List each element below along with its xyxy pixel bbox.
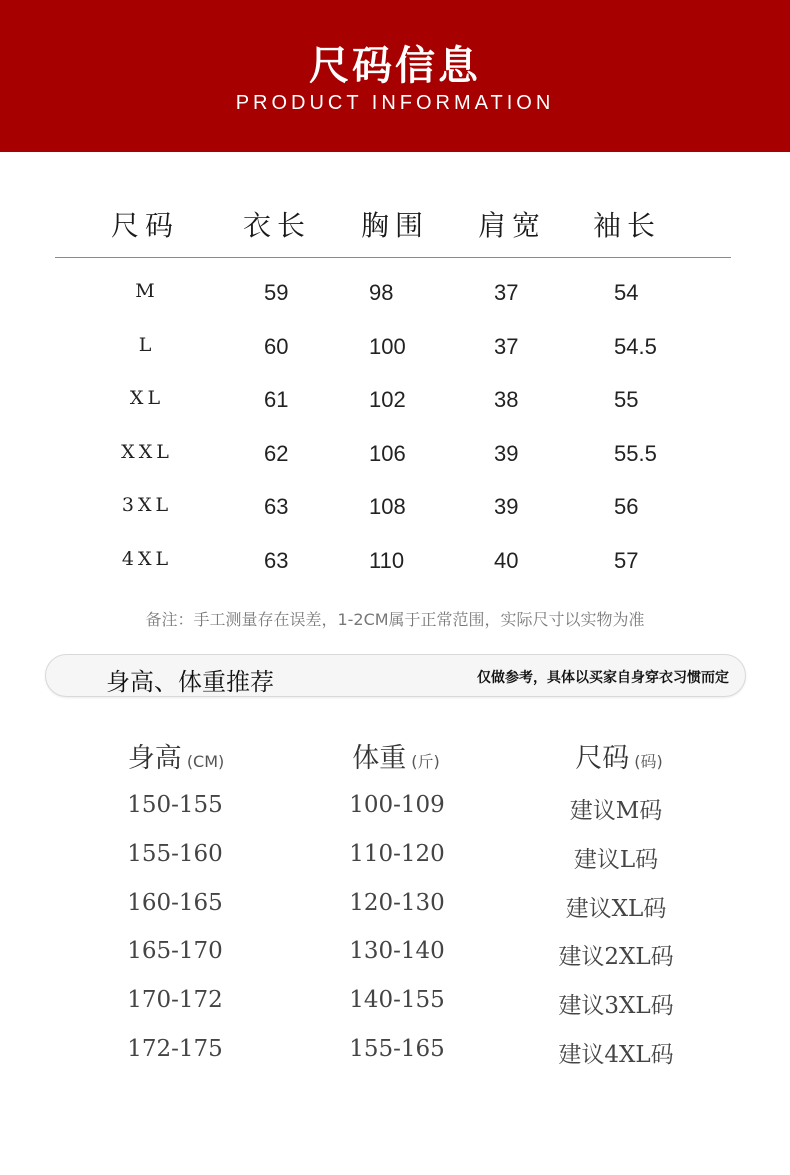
table-row: [0, 494, 790, 548]
header-size-rec-unit: (码): [634, 752, 663, 771]
cell-chest: 110: [369, 547, 405, 573]
weight-range: 130-140: [349, 938, 445, 965]
size-table-body: [0, 280, 790, 602]
header-size: 尺码: [110, 209, 180, 242]
cell-sleeve: 55: [614, 387, 639, 413]
table-row: [0, 334, 790, 388]
cell-sleeve: 54: [614, 280, 639, 305]
cell-shoulder: 37: [494, 333, 519, 359]
cell-length: 63: [264, 494, 289, 520]
recommendation-body: [0, 792, 790, 1085]
header-weight-label: 体重: [352, 743, 407, 774]
page-title: 尺码信息: [309, 43, 481, 89]
cell-sleeve: 56: [614, 494, 639, 520]
recommendation-banner: [45, 654, 746, 697]
table-row: [0, 548, 790, 602]
header-height-unit: (CM): [186, 752, 225, 771]
height-range: 165-170: [127, 938, 223, 965]
list-item: [0, 987, 790, 1036]
header-banner: [0, 0, 790, 152]
weight-range: 100-109: [349, 792, 445, 818]
header-height-label: 身高: [127, 743, 182, 774]
cell-size: M: [135, 280, 159, 302]
weight-range: 140-155: [349, 987, 445, 1014]
header-height: [128, 736, 225, 775]
cell-shoulder: 39: [494, 440, 519, 466]
list-item: [0, 938, 790, 987]
cell-shoulder: 40: [494, 547, 519, 573]
header-shoulder: 肩宽: [477, 209, 547, 242]
cell-length: 59: [264, 280, 289, 305]
cell-size: XXL: [121, 440, 173, 463]
header-size-rec-label: 尺码: [575, 743, 630, 774]
page-subtitle: PRODUCT INFORMATION: [235, 92, 555, 114]
cell-sleeve: 55.5: [614, 440, 657, 466]
size-suggestion: 建议XL码: [565, 895, 667, 922]
list-item: [0, 1036, 790, 1085]
cell-size: 4XL: [121, 547, 173, 570]
cell-chest: 102: [369, 387, 406, 413]
cell-size: L: [138, 333, 156, 356]
size-suggestion: 建议2XL码: [558, 944, 674, 971]
header-weight-unit: (斤): [411, 752, 440, 771]
header-length: 衣长: [242, 209, 312, 242]
height-range: 160-165: [127, 889, 223, 916]
cell-chest: 106: [369, 440, 406, 466]
recommendation-title: 身高、体重推荐: [106, 668, 274, 696]
size-suggestion: 建议3XL码: [558, 993, 674, 1020]
cell-chest: 108: [369, 494, 406, 520]
size-table-header: [0, 204, 790, 244]
recommendation-tip: 仅做参考，具体以买家自身穿衣习惯而定: [477, 670, 729, 686]
measurement-note: 备注：手工测量存在误差，1-2CM属于正常范围，实际尺寸以实物为准: [145, 610, 645, 629]
weight-range: 155-165: [349, 1035, 445, 1062]
cell-sleeve: 57: [614, 547, 639, 573]
weight-range: 110-120: [349, 840, 445, 867]
cell-length: 61: [264, 387, 289, 413]
cell-length: 63: [264, 547, 289, 573]
cell-length: 62: [264, 440, 289, 466]
cell-length: 60: [264, 333, 289, 359]
list-item: [0, 792, 790, 841]
height-range: 155-160: [127, 840, 223, 867]
cell-shoulder: 38: [494, 387, 519, 413]
list-item: [0, 890, 790, 939]
cell-shoulder: 37: [494, 280, 519, 305]
cell-chest: 98: [369, 280, 394, 305]
cell-sleeve: 54.5: [614, 333, 657, 359]
size-suggestion: 建议L码: [573, 846, 659, 873]
table-divider: [55, 257, 731, 258]
size-suggestion: 建议M码: [569, 798, 663, 824]
header-size-rec: [575, 736, 663, 775]
cell-shoulder: 39: [494, 494, 519, 520]
cell-chest: 100: [369, 333, 406, 359]
height-range: 172-175: [127, 1035, 223, 1062]
table-row: [0, 441, 790, 495]
recommendation-header: [0, 736, 790, 776]
header-chest: 胸围: [360, 209, 430, 242]
size-suggestion: 建议4XL码: [558, 1041, 674, 1068]
weight-range: 120-130: [349, 889, 445, 916]
header-sleeve: 袖长: [592, 209, 662, 242]
cell-size: 3XL: [121, 494, 173, 517]
header-weight: [352, 736, 440, 775]
table-row: [0, 387, 790, 441]
cell-size: XL: [129, 387, 165, 410]
list-item: [0, 841, 790, 890]
table-row: [0, 280, 790, 334]
height-range: 150-155: [127, 792, 223, 818]
height-range: 170-172: [127, 987, 223, 1014]
